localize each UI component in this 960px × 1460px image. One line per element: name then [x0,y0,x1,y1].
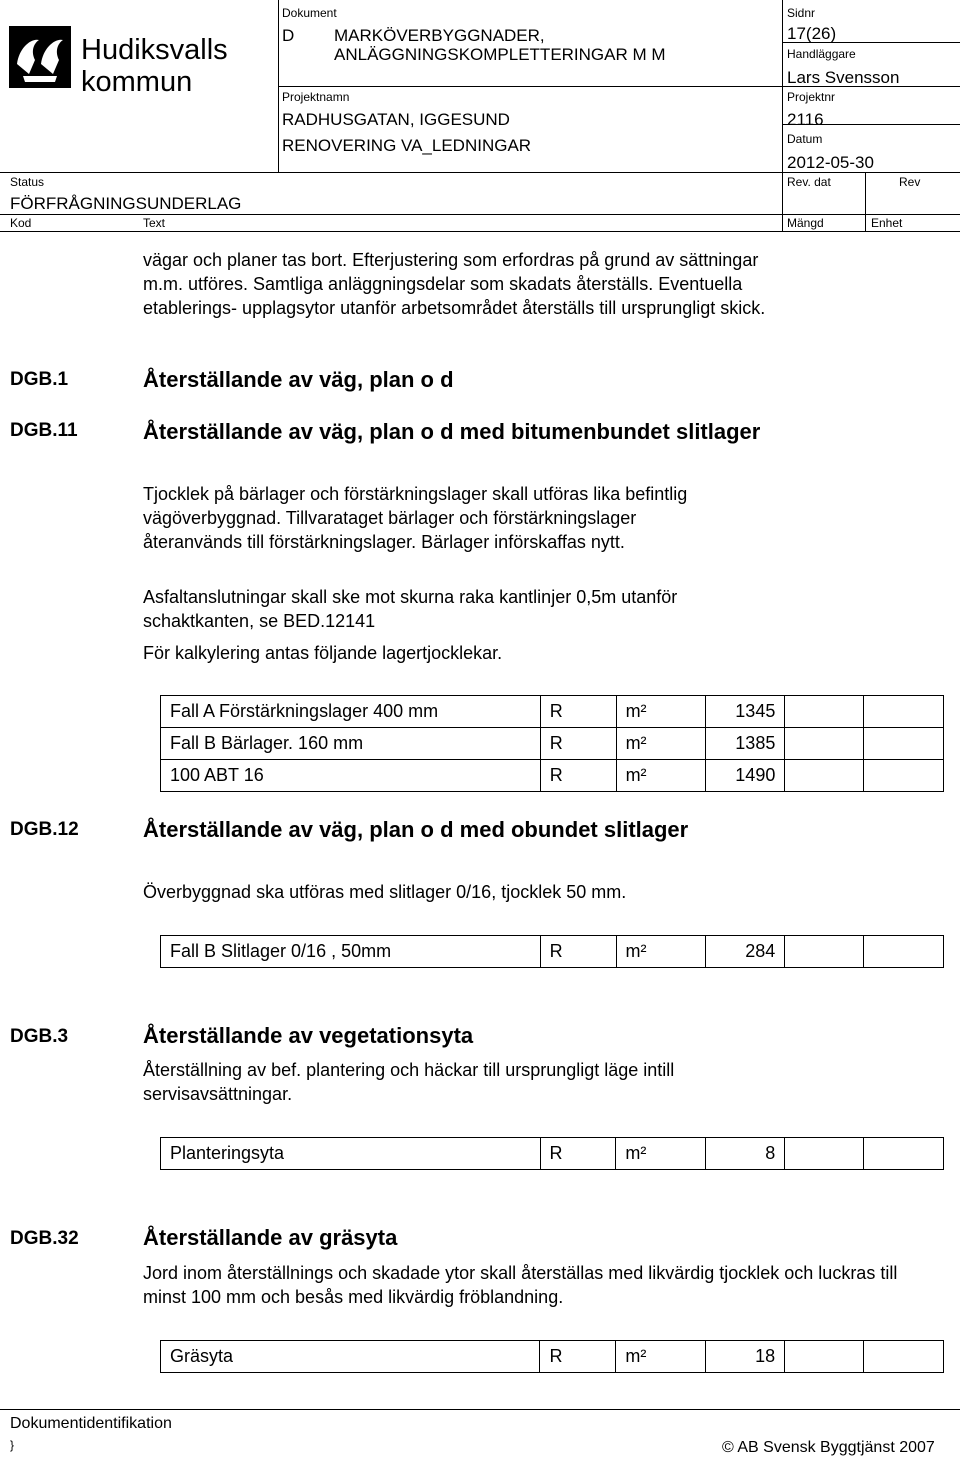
table-row [161,1341,944,1373]
row-empty [785,696,864,728]
table-row [161,760,944,792]
table-row [161,696,944,728]
copyright-text: © AB Svensk Byggtjänst 2007 [722,1439,935,1456]
row-empty [864,728,944,760]
rev-label: Rev [899,175,921,189]
projektnr-label: Projektnr [787,90,836,104]
dokument-code: D [282,26,295,45]
goat-logo-icon [9,26,71,88]
revdat-label: Rev. dat [787,175,831,189]
quantity-table-dgb3 [160,1137,944,1170]
section-heading-dgb32: Återställande av gräsyta [143,1225,398,1250]
dgb11-paragraph-1: Tjocklek på bärlager och förstärkningslager skall utföras lika befintlig vägöverbyggnad. Tillvarataget bärlager och förstärkningslager återanvänds till förstärkningslager. Bärlager införskaffas nytt. [143,484,688,552]
row-text: Planteringsyta [161,1138,541,1170]
projektnamn-1: RADHUSGATAN, IGGESUND [282,110,510,129]
row-unit: m² [616,936,706,968]
datum-label: Datum [787,132,823,146]
sidnr-label: Sidnr [787,6,816,20]
row-empty [864,1138,944,1170]
section-heading-dgb12: Återställande av väg, plan o d med obundet slitlager [143,817,689,842]
sidnr-value: 17(26) [787,24,837,43]
row-qty: 1345 [706,696,785,728]
kod-label: Kod [10,216,32,230]
dgb12-paragraph-1: Överbyggnad ska utföras med slitlager 0/16, tjocklek 50 mm. [143,882,627,902]
dokid-value: } [10,1438,15,1452]
section-heading-dgb1: Återställande av väg, plan o d [143,367,454,392]
row-empty [864,1341,944,1373]
org-name-line2: kommun [81,66,193,98]
row-empty [864,696,944,728]
dokument-title-2: ANLÄGGNINGSKOMPLETTERINGAR M M [334,45,666,64]
quantity-table-dgb32 [160,1340,944,1373]
row-qty: 1385 [706,728,785,760]
row-text: Fall A Förstärkningslager 400 mm [161,696,541,728]
dgb11-paragraph-2: Asfaltanslutningar skall ske mot skurna raka kantlinjer 0,5m utanför schaktkanten, se BED.12141 [143,587,678,631]
section-code-dgb12: DGB.12 [10,819,79,840]
row-empty [785,936,864,968]
section-code-dgb32: DGB.32 [10,1228,79,1249]
row-empty [864,936,944,968]
row-code: R [540,936,616,968]
row-unit: m² [616,728,706,760]
row-code: R [540,1138,616,1170]
dgb11-paragraph-3: För kalkylering antas följande lagertjocklekar. [143,643,503,663]
row-empty [785,1138,864,1170]
row-text: Fall B Bärlager. 160 mm [161,728,541,760]
row-unit: m² [616,696,706,728]
row-empty [785,1341,864,1373]
projektnamn-label: Projektnamn [282,90,350,104]
row-text: Fall B Slitlager 0/16 , 50mm [161,936,541,968]
row-qty: 8 [706,1138,785,1170]
section-heading-dgb3: Återställande av vegetationsyta [143,1023,474,1048]
row-empty [785,760,864,792]
dgb3-paragraph-1: Återställning av bef. plantering och häckar till ursprungligt läge intill servisavsättningar. [143,1060,675,1104]
dokid-label: Dokumentidentifikation [10,1415,172,1432]
row-code: R [540,1341,616,1373]
row-unit: m² [616,1341,706,1373]
org-name [81,34,228,98]
org-name-line1: Hudiksvalls [81,34,228,66]
section-code-dgb3: DGB.3 [10,1026,69,1047]
table-row [161,728,944,760]
section-heading-dgb11: Återställande av väg, plan o d med bitumenbundet slitlager [143,419,761,444]
row-code: R [540,696,616,728]
row-code: R [540,760,616,792]
row-unit: m² [616,1138,706,1170]
status-label: Status [10,175,45,189]
dgb32-paragraph-1: Jord inom återställnings och skadade ytor skall återställas med likvärdig tjocklek och luckras till minst 100 mm och besås med likvärdig fröblandning. [143,1263,898,1307]
row-qty: 1490 [706,760,785,792]
status-value: FÖRFRÅGNINGSUNDERLAG [10,194,242,213]
quantity-table-dgb12 [160,935,944,968]
row-text: 100 ABT 16 [161,760,541,792]
row-qty: 284 [706,936,785,968]
text-label: Text [143,216,166,230]
dokument-title-1: MARKÖVERBYGGNADER, [334,26,545,45]
datum-value: 2012-05-30 [787,153,874,172]
table-row [161,1138,944,1170]
mangd-label: Mängd [787,216,824,230]
projektnr-value: 2116 [787,110,824,129]
row-empty [864,760,944,792]
handlaggare-value: Lars Svensson [787,68,900,87]
row-unit: m² [616,760,706,792]
quantity-table-dgb11 [160,695,944,792]
intro-paragraph: vägar och planer tas bort. Efterjustering som erfordras på grund av sättningar m.m. utföres. Samtliga anläggningsdelar som skadats återställs. Eventuella etablerings- upplagsytor utanför arbetsområdet återställs till ursprungligt skick. [143,250,766,318]
projektnamn-2: RENOVERING VA_LEDNINGAR [282,136,532,155]
row-code: R [540,728,616,760]
section-code-dgb11: DGB.11 [10,420,78,441]
row-empty [785,728,864,760]
dokument-label: Dokument [282,6,337,20]
table-row [161,936,944,968]
section-code-dgb1: DGB.1 [10,369,69,390]
handlaggare-label: Handläggare [787,47,856,61]
enhet-label: Enhet [871,216,903,230]
row-qty: 18 [706,1341,785,1373]
header [0,0,960,232]
row-text: Gräsyta [161,1341,540,1373]
